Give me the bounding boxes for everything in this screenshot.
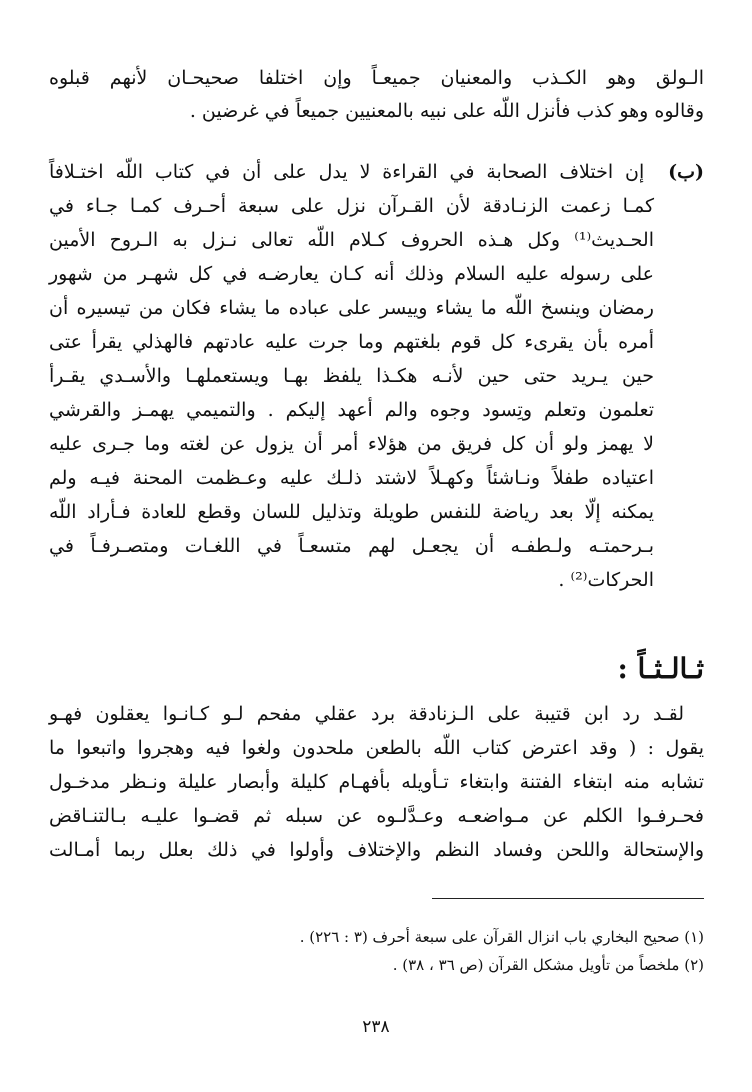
text-line: لقـد رد ابن قتيبة على الـزنادقة برد عقلي مفحم لـو كـانـوا يعقلون فهـو bbox=[49, 703, 684, 725]
text-line: على رسوله عليه السلام وذلك أنه كـان يعارضـه في كل شهـر من شهور bbox=[49, 263, 654, 285]
text-line: أمره بأن يقرىء كل قوم بلغتهم وما جرت عليه عادتهم فالهذلي يقرأ عتى bbox=[49, 331, 654, 353]
footnote: (١) صحيح البخاري باب انزال القرآن على سبعة أحرف (٣ : ٢٢٦) . bbox=[299, 928, 704, 946]
footnote-divider bbox=[432, 898, 704, 899]
footnote: (٢) ملخصاً من تأويل مشكل القرآن (ص ٣٦ ، ٣٨) . bbox=[392, 956, 704, 974]
text-line: كمـا زعمت الزنـادقة لأن القـرآن نزل على سبعة أحـرف كمـا جـاء في bbox=[49, 195, 654, 217]
text-line: بـرحمتـه ولـطفـه أن يجعـل لهم متسعـاً في اللغـات ومتصـرفـاً في bbox=[49, 535, 654, 557]
text-line: تشابه منه ابتغاء الفتنة وابتغاء تـأويله بأفهـام كليلة وأبصار عليلة ونـظر مدخـول bbox=[49, 771, 704, 793]
page-number: ٢٣٨ bbox=[362, 1017, 390, 1037]
text-line: الحـديث⁽¹⁾ وكل هـذه الحروف كـلام اللّه تعالى نـزل به الـروح الأمين bbox=[49, 229, 654, 251]
text-line: حين يـريد حتى حين لأنـه هكـذا يلفظ بهـا ويستعملهـا والأسـدي يقـرأ bbox=[49, 365, 654, 387]
text-line: يمكنه إلّا بعد رياضة للنفس طويلة وتذليل للسان وقطع للعادة فـأراد اللّه bbox=[49, 501, 654, 523]
text-line: يقول : ( وقد اعترض كتاب اللّه بالطعن ملحدون ولغوا فيه وهجروا واتبعوا ما bbox=[49, 737, 704, 759]
text-line bbox=[49, 158, 704, 186]
text-line: وقالوه وهو كذب فأنزل اللّه على نبيه بالمعنيين جميعاً في غرضين . bbox=[189, 100, 704, 122]
item-label: (ب) bbox=[668, 161, 704, 183]
text-line: الحركات⁽²⁾ . bbox=[558, 569, 654, 591]
text-line: اعتياده طفلاً ونـاشئاً وكهـلاً لاشتد ذلـك عليه وعـظمت المحنة فيـه ولم bbox=[49, 467, 654, 489]
text-line: الـولق وهو الكـذب والمعنيان جميعـاً وإن اختلفا صحيحـان لأنهم قبلوه bbox=[49, 67, 704, 89]
text-line: تعلمون وتعلم وتِسود وجوه والم أعهد إليكم . والتميمي يهمـز والقرشي bbox=[49, 399, 654, 421]
text-line: والإستحالة واللحن وفساد النظم والإختلاف وأولوا في ذلك بعلل ربما أمـالت bbox=[49, 839, 704, 861]
text-line: لا يهمز ولو أن كل فريق من هؤلاء أمر أن يزول عن لغته وما جـرى عليه bbox=[49, 433, 654, 455]
text-line: رمضان وينسخ اللّه ما يشاء وييسر على عباده ما يشاء فكان من تيسيره أن bbox=[49, 297, 654, 319]
section-heading: ثـالـثـاً : bbox=[617, 652, 704, 685]
text-line: فحـرفـوا الكلم عن مـواضعـه وعـدَّلـوه عن سبله ثم قضـوا عليـه بـالتنـاقض bbox=[49, 805, 704, 827]
text-line-content: إن اختلاف الصحابة في القراءة لا يدل على أن في كتاب اللّه اختـلافاً bbox=[49, 161, 645, 183]
